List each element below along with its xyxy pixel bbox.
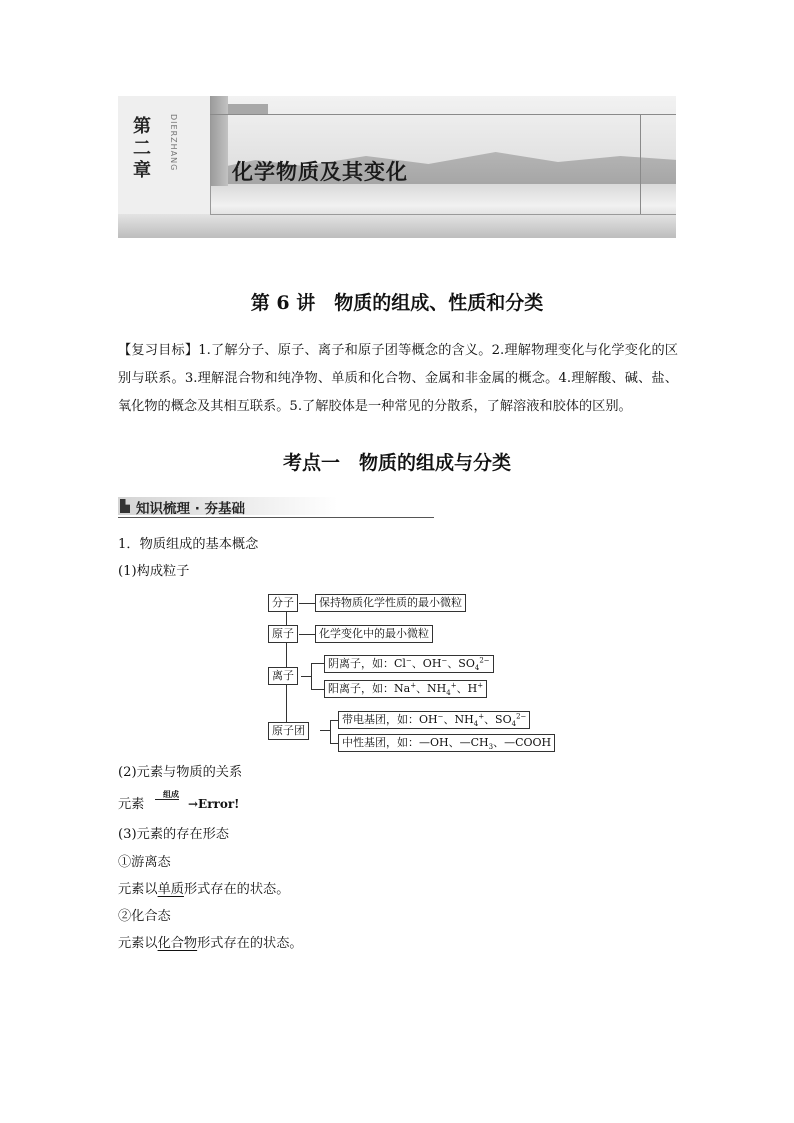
- connector-molecule: [299, 603, 315, 604]
- neutral-text: 中性基团，如：—OH、—CH: [342, 736, 489, 749]
- free-desc-answer: 单质: [157, 882, 184, 897]
- review-goals: [118, 337, 678, 421]
- combined-state-heading: ②化合态: [118, 909, 171, 924]
- charged-charge-oh: −: [437, 712, 444, 721]
- neutral-sub-3: 3: [488, 743, 494, 752]
- relation-left: 元素: [118, 797, 145, 812]
- charged-charge-nh: +: [478, 712, 485, 721]
- comb-desc-pre: 元素以: [118, 936, 158, 951]
- comb-desc-post: 形式存在的状态。: [197, 936, 303, 951]
- anion-text-so: 、SO: [447, 657, 475, 670]
- combined-state-desc: [118, 934, 303, 954]
- group-box: 原子团: [268, 722, 309, 740]
- chapter-number: 第二章: [133, 116, 151, 181]
- free-desc-post: 形式存在的状态。: [183, 882, 290, 897]
- subitem-2: (2)元素与物质的关系: [118, 765, 243, 780]
- anion-charge-so: 2−: [479, 656, 490, 665]
- goals-text: 1.了解分子、原子、离子和原子团等概念的含义。2.理解物理变化与化学变化的区别与联系。3.理解混合物和纯净物、单质和化合物、金属和非金属的概念。4.理解酸、碱、盐、氧化物的概念及其相互联系。5.了解胶体是一种常见的分散系，了解溶液和胶体的区别。: [118, 343, 678, 414]
- element-relation: [118, 795, 144, 815]
- free-desc-pre: 元素以: [118, 882, 158, 897]
- neutral-text-rest: 、—COOH: [493, 736, 552, 749]
- charged-text-nh: 、NH: [443, 713, 474, 726]
- anion-box: [324, 655, 494, 673]
- cation-text-h: 、H: [456, 682, 478, 695]
- lecture-title: 第 6 讲 物质的组成、性质和分类: [250, 292, 544, 314]
- connector-neutral: [330, 743, 338, 744]
- ion-box: 离子: [268, 667, 298, 685]
- subitem-3: (3)元素的存在形态: [118, 827, 229, 842]
- connector-ion: [301, 676, 311, 677]
- banner-rule-top: [210, 114, 676, 115]
- chapter-banner: [118, 96, 676, 238]
- comb-desc-answer: 化合物: [157, 936, 198, 951]
- cation-charge-na: +: [410, 681, 417, 690]
- cation-text: 阳离子，如：Na: [328, 682, 411, 695]
- anion-charge-cl: −: [405, 656, 412, 665]
- anion-charge-oh: −: [441, 656, 448, 665]
- molecule-box: 分子: [268, 594, 298, 612]
- section-header: [118, 495, 434, 518]
- chapter-title: 化学物质及其变化: [232, 160, 408, 184]
- connector-group: [320, 730, 330, 731]
- banner-rule-right: [640, 114, 641, 214]
- chapter-pinyin: DIERZHANG: [169, 114, 178, 172]
- item-1: 1．物质组成的基本概念: [118, 537, 259, 552]
- free-state-desc: [118, 880, 289, 900]
- charged-sub-4b: 4: [511, 720, 517, 729]
- connector-atom: [299, 634, 315, 635]
- charged-text: 带电基团，如：OH: [342, 713, 438, 726]
- cation-sub-4: 4: [446, 689, 451, 698]
- connector-ion-branch: [311, 663, 312, 689]
- section-label: 知识梳理 · 夯基础: [136, 501, 246, 517]
- neutral-group-box: [338, 734, 555, 752]
- anion-text-oh: 、OH: [411, 657, 442, 670]
- charged-sub-4: 4: [473, 720, 479, 729]
- anion-sub-4: 4: [474, 664, 480, 673]
- connector-group-branch: [330, 720, 331, 743]
- connector-anion: [311, 663, 324, 664]
- banner-pillar: [210, 96, 228, 186]
- relation-arrow-label: 组成: [163, 789, 179, 799]
- banner-rule-bottom: [210, 214, 676, 215]
- molecule-desc-box: 保持物质化学性质的最小微粒: [315, 594, 466, 612]
- anion-text: 阴离子，如：Cl: [328, 657, 406, 670]
- free-state-heading: ①游离态: [118, 855, 171, 870]
- atom-box: 原子: [268, 625, 298, 643]
- relation-result: →Error!: [188, 797, 240, 811]
- point-title: 考点一 物质的组成与分类: [282, 452, 511, 474]
- cation-text-nh: 、NH: [416, 682, 447, 695]
- connector-cation: [311, 689, 324, 690]
- cation-box: [324, 680, 487, 698]
- cation-charge-nh: +: [450, 681, 457, 690]
- cation-charge-h: +: [477, 681, 484, 690]
- atom-desc-box: 化学变化中的最小微粒: [315, 625, 433, 643]
- goals-label: 【复习目标】: [118, 343, 199, 358]
- charged-text-so: 、SO: [484, 713, 512, 726]
- connector-charged: [330, 720, 338, 721]
- charged-charge-so: 2−: [516, 712, 527, 721]
- charged-group-box: [338, 711, 530, 729]
- subitem-1: (1)构成粒子: [118, 564, 190, 579]
